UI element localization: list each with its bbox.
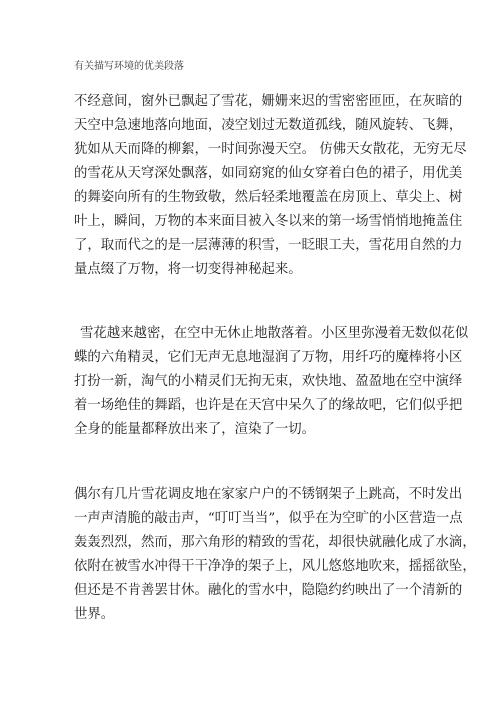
paragraph-line: 一声声清脆的敲击声，“叮叮当当”，似乎在为空旷的小区营造一点 xyxy=(74,511,463,526)
paragraph-line: 蝶的六角精灵，它们无声无息地湿润了万物，用纤巧的魔棒将小区 xyxy=(74,350,463,365)
paragraph-line: 打扮一新，淘气的小精灵们无拘无束，欢快地、盈盈地在空中演绎 xyxy=(74,374,463,389)
paragraph-line: 了，取而代之的是一层薄薄的积雪，一眨眼工夫，雪花用自然的力 xyxy=(74,238,463,253)
paragraph-line: 但还是不肯善罢甘休。融化的雪水中，隐隐约约映出了一个清新的 xyxy=(74,583,463,598)
paragraph-line: 量点缀了万物，将一切变得神秘起来。 xyxy=(74,262,302,277)
paragraph-line: 的雪花从天穹深处飘落，如同窈窕的仙女穿着白色的裙子，用优美 xyxy=(74,166,463,181)
paragraph-line: 偶尔有几片雪花调皮地在家家户户的不锈钢架子上跳高，不时发出 xyxy=(74,487,463,502)
paragraph-3 xyxy=(74,483,476,627)
document-title: 有关描写环境的优美段落 xyxy=(74,61,184,72)
paragraph-1 xyxy=(74,90,467,282)
paragraph-line: 天空中急速地落向地面，凌空划过无数道孤线，随风旋转、飞舞， xyxy=(74,118,463,133)
paragraph-line: 全身的能量都释放出来了，渲染了一切。 xyxy=(74,422,316,437)
paragraph-line: 不经意间，窗外已飘起了雪花，姗姗来迟的雪密密匝匝，在灰暗的 xyxy=(74,94,463,109)
paragraph-line: 的舞姿向所有的生物致敬，然后轻柔地覆盖在房顶上、草尖上、树 xyxy=(74,190,463,205)
paragraph-line: 轰轰烈烈，然而，那六角形的精致的雪花，却很快就融化成了水滴， xyxy=(74,535,476,550)
paragraph-2 xyxy=(74,322,469,442)
paragraph-line: 世界。 xyxy=(74,607,115,622)
paragraph-line: 依附在被雪水冲得干干净净的架子上，风儿悠悠地吹来，摇摇欲坠， xyxy=(74,559,476,574)
paragraph-line: 着一场绝佳的舞蹈，也许是在天宫中呆久了的缘故吧，它们似乎把 xyxy=(74,398,463,413)
paragraph-line: 雪花越来越密，在空中无休止地散落着。小区里弥漫着无数似花似 xyxy=(80,326,469,341)
paragraph-line: 犹如从天而降的柳絮，一时间弥漫天空。 仿佛天女散花，无穷无尽 xyxy=(74,142,467,157)
paragraph-line: 叶上，瞬间，万物的本来面目被入冬以来的第一场雪悄悄地掩盖住 xyxy=(74,214,463,229)
